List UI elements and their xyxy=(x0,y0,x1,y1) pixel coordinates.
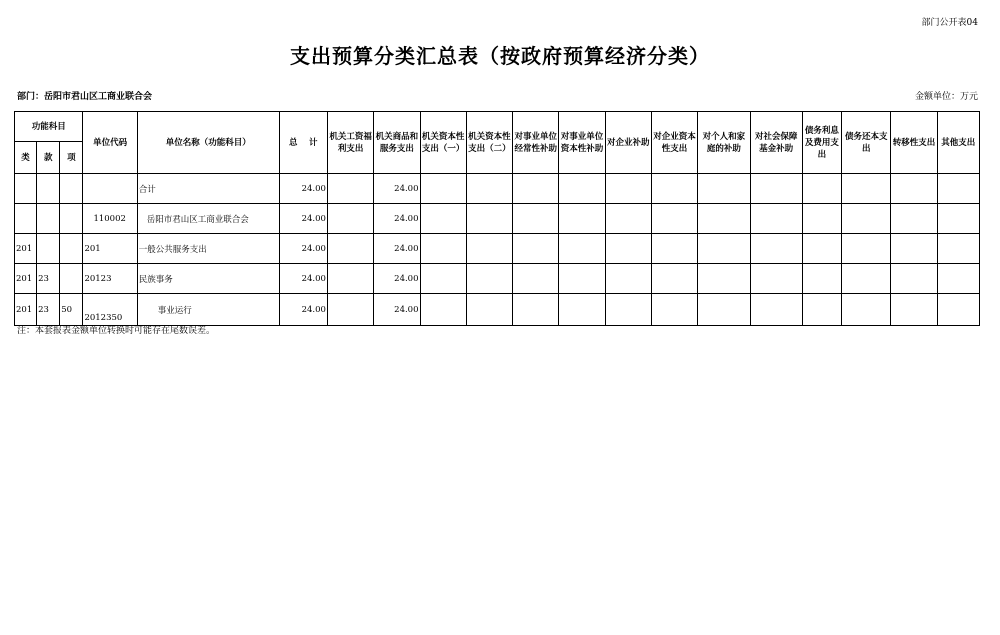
cell-col-8 xyxy=(651,204,697,234)
cell-col-7 xyxy=(605,204,651,234)
cell-col-11 xyxy=(802,234,841,264)
cell-col-10 xyxy=(750,174,802,204)
cell-col-3 xyxy=(420,174,466,204)
header-col-1: 机关工资福利支出 xyxy=(327,112,373,174)
budget-table xyxy=(14,111,980,326)
header-col-2: 机关商品和服务支出 xyxy=(374,112,420,174)
cell-code: 110002 xyxy=(83,204,137,234)
cell-col-2: 24.00 xyxy=(374,204,420,234)
cell-xiang: 50 xyxy=(60,294,83,326)
cell-col-5 xyxy=(513,234,559,264)
cell-col-8 xyxy=(651,264,697,294)
cell-kuan: 23 xyxy=(37,294,60,326)
cell-lei xyxy=(15,204,37,234)
header-function-subject: 功能科目 xyxy=(15,112,83,142)
cell-col-3 xyxy=(420,204,466,234)
header-col-6: 对事业单位资本性补助 xyxy=(559,112,605,174)
form-number: 部门公开表04 xyxy=(921,18,978,28)
header-col-12: 债务还本支出 xyxy=(842,112,891,174)
header-col-9: 对个人和家庭的补助 xyxy=(698,112,750,174)
cell-col-10 xyxy=(750,234,802,264)
cell-total: 24.00 xyxy=(279,294,327,326)
cell-total: 24.00 xyxy=(279,264,327,294)
amount-unit-label: 金额单位：万元 xyxy=(914,92,978,102)
cell-col-4 xyxy=(466,204,512,234)
cell-col-3 xyxy=(420,294,466,326)
cell-col-4 xyxy=(466,264,512,294)
cell-col-8 xyxy=(651,174,697,204)
cell-col-7 xyxy=(605,234,651,264)
cell-col-12 xyxy=(842,264,891,294)
cell-col-7 xyxy=(605,174,651,204)
cell-col-1 xyxy=(327,204,373,234)
cell-name: 事业运行 xyxy=(137,294,279,326)
table-row xyxy=(15,294,980,326)
department-label: 部门：岳阳市君山区工商业联合会 xyxy=(17,92,153,102)
cell-col-6 xyxy=(559,294,605,326)
cell-col-9 xyxy=(698,264,750,294)
cell-col-13 xyxy=(891,234,937,264)
cell-col-8 xyxy=(651,234,697,264)
header-col-5: 对事业单位经常性补助 xyxy=(513,112,559,174)
cell-col-14 xyxy=(937,264,979,294)
cell-col-13 xyxy=(891,264,937,294)
header-xiang: 项 xyxy=(60,142,83,174)
header-col-10: 对社会保障基金补助 xyxy=(750,112,802,174)
cell-col-12 xyxy=(842,204,891,234)
cell-col-10 xyxy=(750,294,802,326)
cell-col-2: 24.00 xyxy=(374,294,420,326)
cell-col-12 xyxy=(842,294,891,326)
cell-col-11 xyxy=(802,294,841,326)
header-col-11: 债务利息及费用支出 xyxy=(802,112,841,174)
cell-name: 一般公共服务支出 xyxy=(137,234,279,264)
cell-col-1 xyxy=(327,264,373,294)
cell-total: 24.00 xyxy=(279,174,327,204)
cell-col-5 xyxy=(513,294,559,326)
cell-col-4 xyxy=(466,234,512,264)
table-row xyxy=(15,204,980,234)
cell-name: 岳阳市君山区工商业联合会 xyxy=(137,204,279,234)
cell-col-1 xyxy=(327,294,373,326)
cell-code xyxy=(83,174,137,204)
header-col-14: 其他支出 xyxy=(937,112,979,174)
cell-kuan xyxy=(37,174,60,204)
cell-col-12 xyxy=(842,174,891,204)
cell-col-7 xyxy=(605,294,651,326)
header-kuan: 款 xyxy=(37,142,60,174)
cell-col-10 xyxy=(750,264,802,294)
cell-col-9 xyxy=(698,234,750,264)
cell-col-6 xyxy=(559,204,605,234)
cell-code: 201 xyxy=(83,234,137,264)
footnote: 注：本套报表金额单位转换时可能存在尾数误差。 xyxy=(17,326,216,336)
cell-col-1 xyxy=(327,174,373,204)
cell-code: 2012350 xyxy=(83,294,137,326)
header-col-3: 机关资本性支出（一） xyxy=(420,112,466,174)
header-unit-code: 单位代码 xyxy=(83,112,137,174)
cell-col-3 xyxy=(420,234,466,264)
cell-total: 24.00 xyxy=(279,204,327,234)
header-col-4: 机关资本性支出（二） xyxy=(466,112,512,174)
cell-lei: 201 xyxy=(15,234,37,264)
cell-col-9 xyxy=(698,174,750,204)
cell-kuan xyxy=(37,234,60,264)
cell-col-8 xyxy=(651,294,697,326)
page-title: 支出预算分类汇总表（按政府预算经济分类） xyxy=(290,44,710,68)
header-total: 总 计 xyxy=(279,112,327,174)
header-lei: 类 xyxy=(15,142,37,174)
cell-kuan xyxy=(37,204,60,234)
cell-lei xyxy=(15,174,37,204)
cell-name: 民族事务 xyxy=(137,264,279,294)
cell-xiang xyxy=(60,174,83,204)
cell-xiang xyxy=(60,264,83,294)
cell-xiang xyxy=(60,234,83,264)
cell-col-2: 24.00 xyxy=(374,174,420,204)
cell-lei: 201 xyxy=(15,264,37,294)
cell-col-9 xyxy=(698,294,750,326)
cell-col-13 xyxy=(891,174,937,204)
cell-lei: 201 xyxy=(15,294,37,326)
header-col-8: 对企业资本性支出 xyxy=(651,112,697,174)
cell-col-11 xyxy=(802,204,841,234)
table-row xyxy=(15,174,980,204)
cell-col-5 xyxy=(513,204,559,234)
cell-col-13 xyxy=(891,204,937,234)
cell-col-9 xyxy=(698,204,750,234)
cell-col-11 xyxy=(802,264,841,294)
cell-name: 合计 xyxy=(137,174,279,204)
cell-col-14 xyxy=(937,174,979,204)
cell-col-7 xyxy=(605,264,651,294)
cell-col-2: 24.00 xyxy=(374,234,420,264)
cell-col-5 xyxy=(513,174,559,204)
cell-xiang xyxy=(60,204,83,234)
cell-kuan: 23 xyxy=(37,264,60,294)
cell-col-13 xyxy=(891,294,937,326)
cell-col-2: 24.00 xyxy=(374,264,420,294)
cell-col-4 xyxy=(466,174,512,204)
cell-col-4 xyxy=(466,294,512,326)
header-col-7: 对企业补助 xyxy=(605,112,651,174)
cell-col-5 xyxy=(513,264,559,294)
cell-col-6 xyxy=(559,234,605,264)
cell-col-10 xyxy=(750,204,802,234)
cell-col-6 xyxy=(559,174,605,204)
cell-code: 20123 xyxy=(83,264,137,294)
cell-total: 24.00 xyxy=(279,234,327,264)
cell-col-14 xyxy=(937,234,979,264)
header-col-13: 转移性支出 xyxy=(891,112,937,174)
cell-col-6 xyxy=(559,264,605,294)
cell-col-1 xyxy=(327,234,373,264)
header-unit-name: 单位名称（功能科目） xyxy=(137,112,279,174)
table-row xyxy=(15,234,980,264)
cell-col-12 xyxy=(842,234,891,264)
table-row xyxy=(15,264,980,294)
cell-col-14 xyxy=(937,204,979,234)
cell-col-11 xyxy=(802,174,841,204)
cell-col-3 xyxy=(420,264,466,294)
cell-col-14 xyxy=(937,294,979,326)
